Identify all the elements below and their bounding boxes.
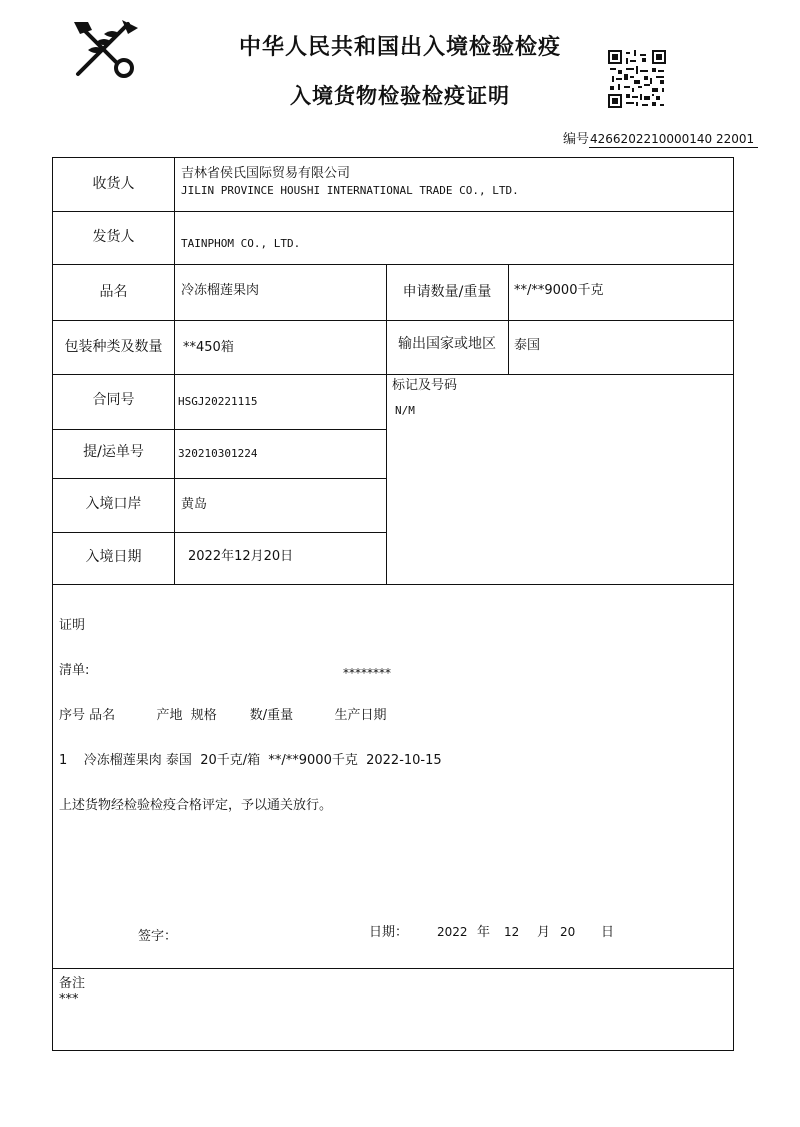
sign-date-month-unit: 月	[537, 925, 551, 940]
origin-country-label: 输出国家或地区	[398, 336, 496, 352]
certificate-number-label: 编号	[563, 132, 590, 147]
remarks-label: 备注	[59, 976, 86, 991]
goods-list-row: 1 冷冻榴莲果肉 泰国 20千克/箱 **/**9000千克 2022-10-15	[59, 753, 442, 768]
sign-date-year-unit: 年	[477, 925, 491, 940]
packing-value: **450箱	[183, 340, 234, 355]
sign-date-day-unit: 日	[601, 925, 615, 940]
origin-country-value: 泰国	[514, 338, 541, 353]
remarks-value: ***	[59, 992, 79, 1007]
goods-list-label: 清单:	[59, 663, 90, 678]
packing-label: 包装种类及数量	[64, 339, 163, 355]
consignor-label: 发货人	[92, 229, 135, 245]
sign-date-year: 2022	[437, 925, 468, 939]
document-title-line1: 中华人民共和国出入境检验检疫	[238, 35, 561, 60]
entry-port-label: 入境口岸	[85, 496, 142, 512]
goods-name: 冷冻榴莲果肉	[181, 283, 260, 298]
sign-date-day: 20	[560, 925, 576, 939]
certificate-number	[563, 128, 758, 147]
bill-of-lading-number: 320210301224	[178, 447, 258, 460]
certificate-number-value: 4266202210000140 22001	[589, 132, 758, 148]
consignor-name: TAINPHOM CO., LTD.	[181, 237, 301, 250]
entry-date-label: 入境日期	[85, 549, 142, 565]
sign-date-month: 12	[504, 925, 520, 939]
goods-label: 品名	[99, 284, 128, 300]
goods-list-header: 序号 品名 产地 规格 数/重量 生产日期	[59, 708, 387, 723]
marks-label: 标记及号码	[392, 378, 458, 393]
end-of-list-stars: ********	[343, 666, 391, 680]
certificate-table	[52, 157, 734, 1051]
inspection-statement: 上述货物经检验检疫合格评定，予以通关放行。	[59, 798, 333, 813]
qr-code-icon	[608, 50, 666, 108]
certificate-body	[59, 588, 442, 843]
entry-port-value: 黄岛	[181, 497, 208, 512]
sign-date-label: 日期：	[369, 925, 409, 940]
marks-value: N/M	[395, 404, 415, 417]
consignee-name-en: JILIN PROVINCE HOUSHI INTERNATIONAL TRADE CO., LTD.	[181, 184, 519, 197]
contract-number: HSGJ20221115	[178, 395, 258, 408]
bill-of-lading-label: 提/运单号	[83, 444, 144, 460]
signature-label: 签字：	[138, 929, 178, 944]
quantity-label: 申请数量/重量	[402, 284, 492, 300]
document-title-line2: 入境货物检验检疫证明	[290, 84, 510, 108]
consignee-name-cn: 吉林省侯氏国际贸易有限公司	[181, 166, 351, 181]
entry-date-value: 2022年12月20日	[188, 549, 294, 564]
certificate-heading: 证明	[59, 618, 86, 633]
quantity-value: **/**9000千克	[514, 283, 604, 298]
consignee-label: 收货人	[92, 176, 135, 192]
contract-label: 合同号	[92, 392, 135, 408]
